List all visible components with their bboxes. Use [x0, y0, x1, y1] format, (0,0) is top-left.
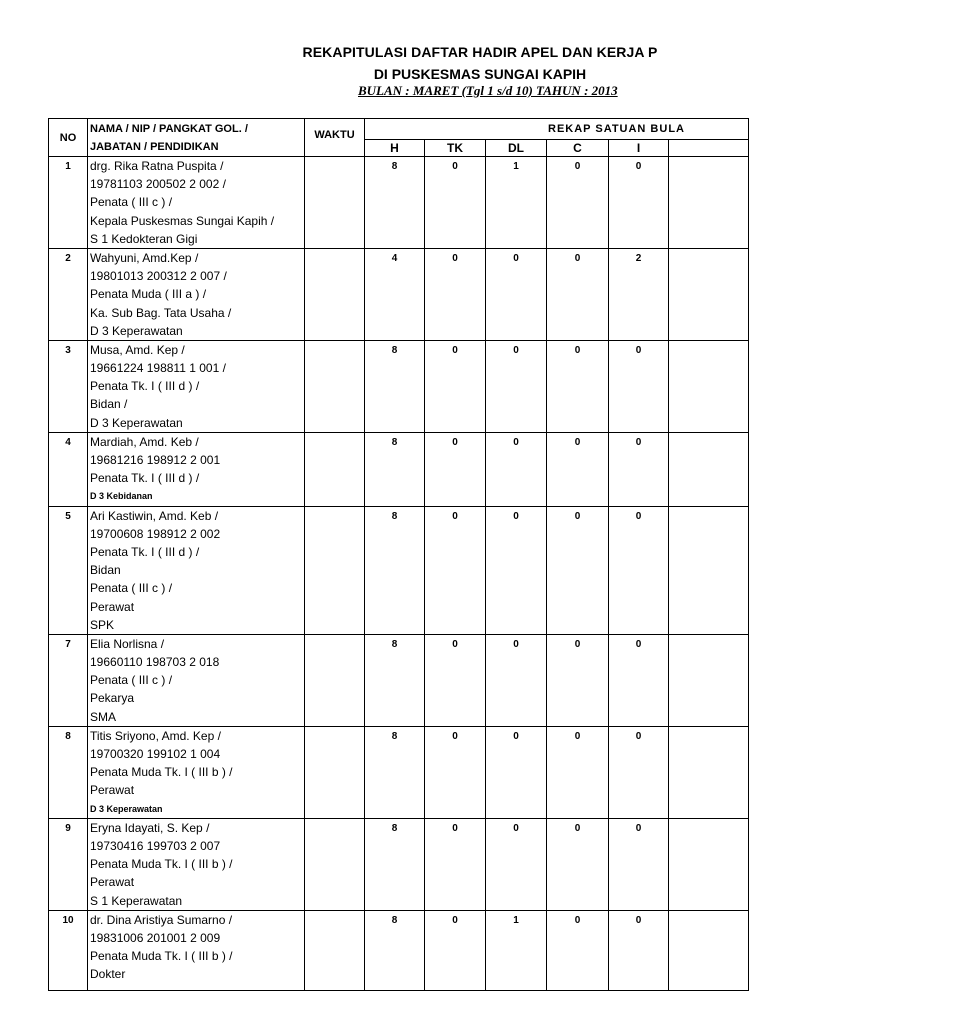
employee-info-line: D 3 Kebidanan: [90, 491, 153, 502]
value-h: 8: [365, 340, 425, 432]
value-tk: 0: [425, 634, 486, 726]
value-dl: 1: [486, 157, 547, 249]
header-rekap: REKAP SATUAN BULA: [365, 119, 749, 140]
employee-info-line: 19831006 201001 2 009: [90, 930, 221, 945]
waktu-cell: [305, 432, 365, 506]
value-i: 0: [609, 726, 669, 818]
extra-cell: [669, 506, 749, 634]
header-dl: DL: [486, 140, 547, 157]
row-number: 4: [49, 432, 88, 506]
value-h: 8: [365, 432, 425, 506]
extra-cell: [669, 432, 749, 506]
employee-info-line: 19681216 198912 2 001: [90, 453, 221, 467]
employee-info-line: Kepala Puskesmas Sungai Kapih /: [90, 213, 275, 228]
header-h: H: [365, 140, 425, 157]
employee-info-line: Musa, Amd. Kep /: [90, 342, 185, 357]
value-h: 8: [365, 818, 425, 910]
value-h: 8: [365, 726, 425, 818]
waktu-cell: [305, 340, 365, 432]
value-tk: 0: [425, 340, 486, 432]
employee-info-line: Perawat: [90, 599, 135, 614]
header-waktu: WAKTU: [305, 119, 365, 157]
employee-info-line: Penata Tk. I ( III d ) /: [90, 544, 200, 559]
extra-cell: [669, 157, 749, 249]
employee-info-line: dr. Dina Aristiya Sumarno /: [90, 912, 233, 927]
employee-info-line: drg. Rika Ratna Puspita /: [90, 159, 224, 173]
employee-info-line: D 3 Keperawatan: [90, 415, 183, 430]
period-label: BULAN : MARET (Tgl 1 s/d 10) TAHUN : 2013: [358, 83, 618, 98]
value-c: 0: [547, 818, 609, 910]
value-dl: 0: [486, 726, 547, 818]
value-c: 0: [547, 157, 609, 249]
waktu-cell: [305, 726, 365, 818]
employee-info: [88, 340, 305, 432]
row-number: 5: [49, 506, 88, 634]
employee-info: [88, 248, 305, 340]
waktu-cell: [305, 506, 365, 634]
value-c: 0: [547, 248, 609, 340]
employee-info-line: 19781103 200502 2 002 /: [90, 177, 226, 192]
waktu-cell: [305, 818, 365, 910]
extra-cell: [669, 634, 749, 726]
table-row: [49, 818, 749, 910]
value-c: 0: [547, 432, 609, 506]
table-row: [49, 634, 749, 726]
table-row: [49, 432, 749, 506]
value-tk: 0: [425, 157, 486, 249]
employee-info-line: 19801013 200312 2 007 /: [90, 269, 227, 284]
value-tk: 0: [425, 818, 486, 910]
employee-info: [88, 818, 305, 910]
employee-info-line: 19661224 198811 1 001 /: [90, 361, 226, 376]
value-i: 0: [609, 157, 669, 249]
employee-info-line: Eryna Idayati, S. Kep /: [90, 820, 210, 835]
header-nama-line2: JABATAN / PENDIDIKAN: [90, 140, 219, 153]
header-nama: [88, 119, 305, 157]
table-row: [49, 910, 749, 990]
header-c: C: [547, 140, 609, 157]
employee-info-line: Penata Muda ( III a ) /: [90, 287, 207, 302]
employee-info-line: Pekarya: [90, 691, 135, 706]
document-title: REKAPITULASI DAFTAR HADIR APEL DAN KERJA P: [302, 44, 658, 60]
header-tk: TK: [425, 140, 486, 157]
header-nama-line1: NAMA / NIP / PANGKAT GOL. /: [90, 122, 248, 135]
employee-info-line: Bidan: [90, 563, 121, 578]
employee-info-line: Ari Kastiwin, Amd. Keb /: [90, 508, 219, 523]
employee-info-line: 19730416 199703 2 007: [90, 838, 221, 853]
value-i: 0: [609, 634, 669, 726]
employee-info-line: Penata ( III c ) /: [90, 581, 173, 596]
table-row: [49, 506, 749, 634]
employee-info-line: S 1 Keperawatan: [90, 893, 183, 908]
value-i: 0: [609, 818, 669, 910]
employee-info-line: Perawat: [90, 783, 135, 798]
employee-info-line: Penata ( III c ) /: [90, 673, 173, 688]
row-number: 3: [49, 340, 88, 432]
employee-info: [88, 506, 305, 634]
value-dl: 0: [486, 818, 547, 910]
table-row: [49, 157, 749, 249]
row-number: 7: [49, 634, 88, 726]
value-dl: 0: [486, 248, 547, 340]
value-h: 8: [365, 634, 425, 726]
extra-cell: [669, 910, 749, 990]
employee-info-line: 19660110 198703 2 018: [90, 655, 220, 670]
extra-cell: [669, 340, 749, 432]
employee-info-line: Wahyuni, Amd.Kep /: [90, 250, 199, 265]
row-number: 9: [49, 818, 88, 910]
employee-info-line: 19700608 198912 2 002: [90, 526, 221, 541]
value-c: 0: [547, 506, 609, 634]
waktu-cell: [305, 248, 365, 340]
employee-info-line: Perawat: [90, 875, 135, 890]
value-dl: 1: [486, 910, 547, 990]
employee-info: [88, 634, 305, 726]
value-h: 4: [365, 248, 425, 340]
value-i: 0: [609, 432, 669, 506]
value-c: 0: [547, 910, 609, 990]
employee-info-line: Penata Muda Tk. I ( III b ) /: [90, 857, 233, 872]
value-tk: 0: [425, 910, 486, 990]
employee-info-line: Ka. Sub Bag. Tata Usaha /: [90, 305, 232, 320]
header-i: I: [609, 140, 669, 157]
extra-cell: [669, 726, 749, 818]
waktu-cell: [305, 157, 365, 249]
row-number: 2: [49, 248, 88, 340]
value-h: 8: [365, 157, 425, 249]
value-h: 8: [365, 910, 425, 990]
employee-info-line: Elia Norlisna /: [90, 636, 165, 651]
value-dl: 0: [486, 506, 547, 634]
waktu-cell: [305, 910, 365, 990]
value-dl: 0: [486, 634, 547, 726]
employee-info-line: Penata Muda Tk. I ( III b ) /: [90, 949, 233, 964]
employee-info-line: Dokter: [90, 967, 126, 982]
extra-cell: [669, 248, 749, 340]
header-no: NO: [49, 119, 88, 157]
table-body: [49, 157, 749, 991]
employee-info-line: Penata Tk. I ( III d ) /: [90, 471, 200, 486]
value-tk: 0: [425, 248, 486, 340]
employee-info-line: S 1 Kedokteran Gigi: [90, 231, 198, 246]
value-c: 0: [547, 726, 609, 818]
employee-info: [88, 157, 305, 249]
value-tk: 0: [425, 726, 486, 818]
employee-info-line: SPK: [90, 617, 115, 632]
employee-info: [88, 726, 305, 818]
employee-info-line: Penata Muda Tk. I ( III b ) /: [90, 765, 233, 780]
employee-info-line: Penata ( III c ) /: [90, 195, 173, 210]
table-row: [49, 340, 749, 432]
row-number: 1: [49, 157, 88, 249]
value-i: 0: [609, 910, 669, 990]
document-subtitle: DI PUSKESMAS SUNGAI KAPIH: [373, 66, 587, 82]
header-extra: [669, 140, 749, 157]
value-dl: 0: [486, 432, 547, 506]
row-number: 10: [49, 910, 88, 990]
employee-info-line: Penata Tk. I ( III d ) /: [90, 379, 200, 394]
value-i: 0: [609, 340, 669, 432]
employee-info-line: D 3 Keperawatan: [90, 803, 163, 814]
attendance-table: [48, 118, 749, 991]
value-i: 2: [609, 248, 669, 340]
waktu-cell: [305, 634, 365, 726]
value-h: 8: [365, 506, 425, 634]
employee-info: [88, 910, 305, 990]
employee-info-line: Titis Sriyono, Amd. Kep /: [90, 728, 221, 743]
employee-info-line: SMA: [90, 709, 117, 724]
employee-info-line: Mardiah, Amd. Keb /: [90, 434, 199, 449]
value-i: 0: [609, 506, 669, 634]
value-dl: 0: [486, 340, 547, 432]
extra-cell: [669, 818, 749, 910]
employee-info: [88, 432, 305, 506]
table-row: [49, 726, 749, 818]
employee-info-line: D 3 Keperawatan: [90, 323, 183, 338]
value-tk: 0: [425, 506, 486, 634]
employee-info-line: 19700320 199102 1 004: [90, 747, 221, 761]
table-row: [49, 248, 749, 340]
attendance-table-container: [48, 118, 685, 982]
value-tk: 0: [425, 432, 486, 506]
row-number: 8: [49, 726, 88, 818]
value-c: 0: [547, 340, 609, 432]
value-c: 0: [547, 634, 609, 726]
employee-info-line: Bidan /: [90, 397, 128, 412]
